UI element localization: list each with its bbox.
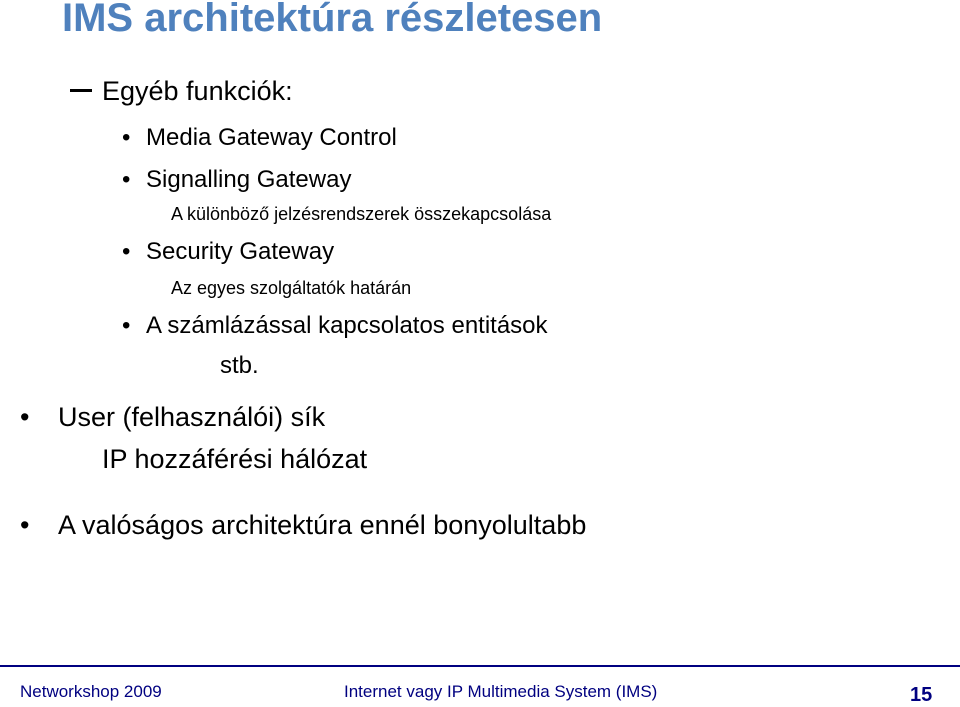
list-item-label: A számlázással kapcsolatos entitások [146,312,548,339]
bullet-real-architecture [20,510,586,541]
list-item-signalling-gateway [122,166,351,194]
dash-item-label: Egyéb funkciók: [102,76,293,106]
list-subitem-security-description: Az egyes szolgáltatók határán [171,278,412,298]
bullet-label: User (felhasználói) sík [58,402,326,432]
bullet-icon: • [20,510,30,540]
list-subitem-signalling-description: A különböző jelzésrendszerek összekapcsolása [171,204,552,224]
list-item-label: Signalling Gateway [146,166,352,193]
dash-marker [70,89,92,92]
list-item-security-gateway [122,238,334,266]
dash-item-other-functions [70,76,293,107]
list-item-media-gateway-control [122,124,397,152]
ip-access-network: IP hozzáférési hálózat [102,444,368,474]
bullet-icon: • [20,402,30,432]
bullet-label: A valóságos architektúra ennél bonyolultabb [58,510,587,540]
list-item-billing-entities [122,312,548,340]
bullet-user-plane [20,402,325,433]
bullet-icon: • [122,124,131,151]
list-item-label: Media Gateway Control [146,124,397,151]
bullet-icon: • [122,166,131,193]
bullet-icon: • [122,312,131,339]
list-item-etc: stb. [220,352,259,379]
page-number: 15 [910,684,933,706]
footer-divider [0,665,960,667]
footer-center: Internet vagy IP Multimedia System (IMS) [344,682,658,701]
slide-title: IMS architektúra részletesen [62,0,603,40]
footer-left: Networkshop 2009 [20,682,162,701]
bullet-icon: • [122,238,131,265]
list-item-label: Security Gateway [146,238,335,265]
